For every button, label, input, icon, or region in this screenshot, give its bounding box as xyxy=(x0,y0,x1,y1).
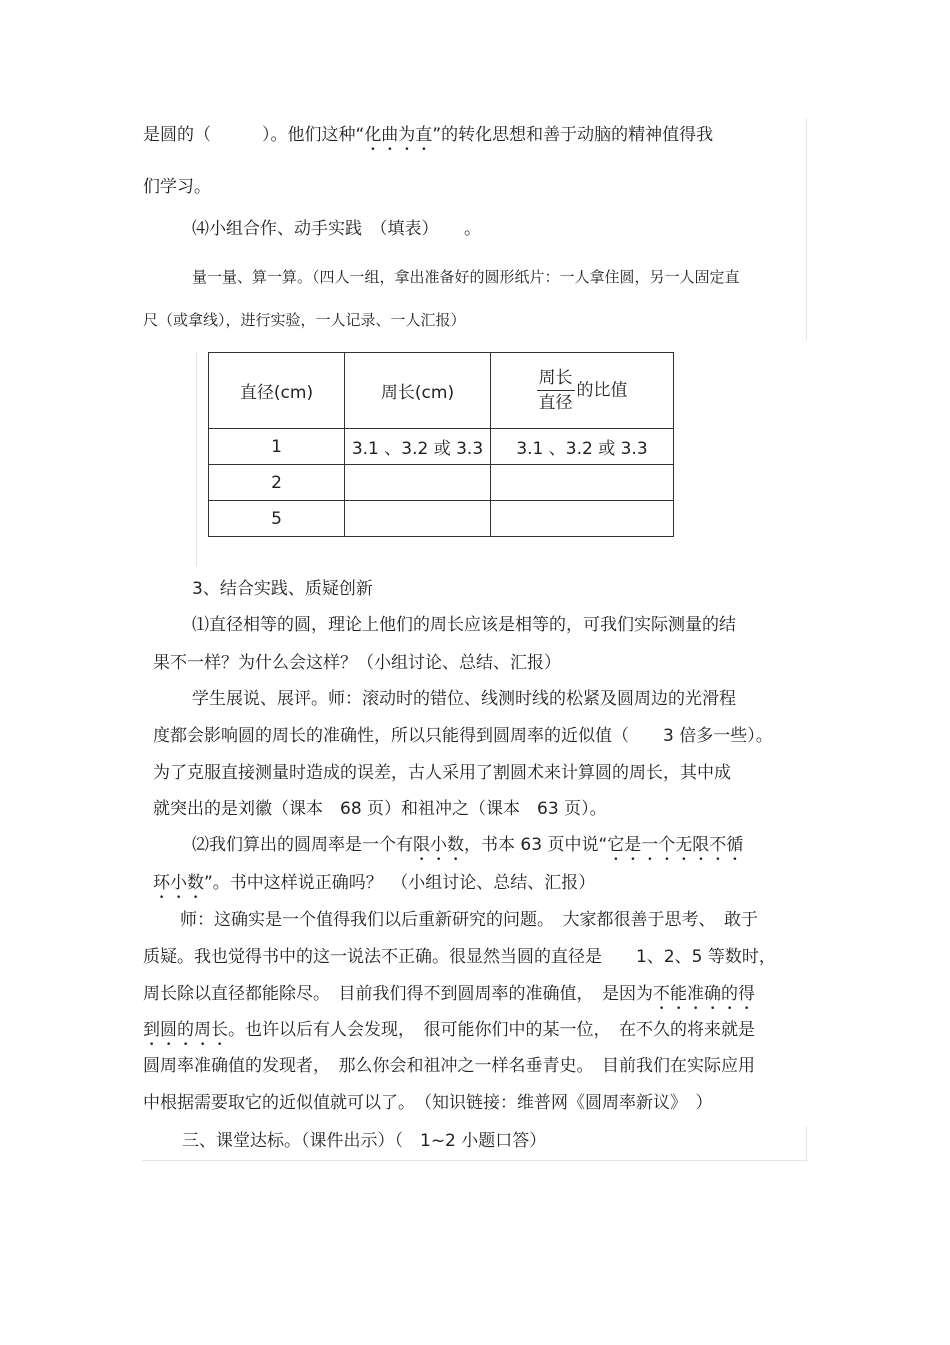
cell-circumference xyxy=(345,465,491,501)
measurement-table xyxy=(208,352,674,537)
table-row xyxy=(209,501,674,537)
paragraph-line: ⑴直径相等的圆，理论上他们的周长应该是相等的，可我们实际测量的结 xyxy=(192,615,736,635)
paragraph-line: 学生展说、展评。师：滚动时的错位、线测时线的松紧及圆周边的光滑程 xyxy=(192,689,736,709)
paragraph-line: 师：这确实是一个值得我们以后重新研究的问题。 大家都很善于思考、 敢于 xyxy=(180,910,758,930)
paragraph-line: 环小数”。书中这样说正确吗？ （小组讨论、总结、汇报） xyxy=(153,873,596,893)
paragraph-line: 质疑。我也觉得书中的这一说法不正确。很显然当圆的直径是 1、2、5 等数时， xyxy=(143,947,776,967)
paragraph-line: 就突出的是刘徽（课本 68 页）和祖冲之（课本 63 页）。 xyxy=(153,799,607,819)
cell-ratio xyxy=(491,501,674,537)
emphasis-text: 化曲为直 xyxy=(364,125,433,145)
emphasis-text: 不能准确的得 xyxy=(653,984,755,1004)
emphasis-text: 环小数 xyxy=(153,873,204,893)
paragraph-line: 圆周率准确值的发现者， 那么你会和祖冲之一样名垂青史。 目前我们在实际应用 xyxy=(143,1056,755,1076)
paragraph-line: 到圆的周长。也许以后有人会发现， 很可能你们中的某一位， 在不久的将来就是 xyxy=(143,1020,755,1040)
frame-rule-right-bottom xyxy=(806,1126,807,1162)
paragraph-line: 度都会影响圆的周长的准确性，所以只能得到圆周率的近似值（ 3 倍多一些）。 xyxy=(153,726,773,746)
instruction-line: 尺（或拿线），进行实验，一人记录、一人汇报） xyxy=(143,311,466,329)
emphasis-text: 到圆的周长 xyxy=(143,1020,228,1040)
section-heading: 3、结合实践、质疑创新 xyxy=(192,579,373,599)
emphasis-text: 它是一个无限不循 xyxy=(607,835,744,855)
paragraph-line: 们学习。 xyxy=(143,177,211,197)
paragraph-line: 周长除以直径都能除尽。 目前我们得不到圆周率的准确值， 是因为不能准确的得 xyxy=(143,984,755,1004)
cell-diameter: 1 xyxy=(209,429,345,465)
header-ratio: $\frac{\text{周长}}{\text{直径}}$ 的比值 xyxy=(491,353,674,429)
cell-ratio xyxy=(491,465,674,501)
header-circumference: 周长(cm) xyxy=(345,353,491,429)
cell-circumference: 3.1 、3.2 或 3.3 xyxy=(345,429,491,465)
paragraph-line: 是圆的（ ）。他们这种“化曲为直”的转化思想和善于动脑的精神值得我 xyxy=(143,125,714,145)
ratio-fraction: $\frac{\text{周长}}{\text{直径}}$ xyxy=(538,368,573,413)
cell-diameter: 5 xyxy=(209,501,345,537)
cell-ratio: 3.1 、3.2 或 3.3 xyxy=(491,429,674,465)
cell-diameter: 2 xyxy=(209,465,345,501)
step-heading: ⑷小组合作、动手实践 （填表） 。 xyxy=(192,219,481,239)
cell-circumference xyxy=(345,501,491,537)
instruction-line: 量一量、算一算。（四人一组，拿出准备好的圆形纸片：一人拿住圆，另一人固定直 xyxy=(192,268,740,286)
paragraph-line: 果不一样？为什么会这样？（小组讨论、总结、汇报） xyxy=(153,653,561,673)
table-row xyxy=(209,465,674,501)
paragraph-line: 为了克服直接测量时造成的误差，古人采用了割圆术来计算圆的周长，其中成 xyxy=(153,763,731,783)
table-header-row xyxy=(209,353,674,429)
header-diameter: 直径(cm) xyxy=(209,353,345,429)
frame-rule-bottom xyxy=(142,1160,806,1161)
frame-rule-left-table xyxy=(196,352,197,566)
emphasis-text: 限小数 xyxy=(413,835,464,855)
table-row xyxy=(209,429,674,465)
section-heading: 三、课堂达标。（课件出示）（ 1~2 小题口答） xyxy=(182,1131,547,1151)
frame-rule-right-top xyxy=(806,118,807,340)
paragraph-line: 中根据需要取它的近似值就可以了。 （知识链接：维普网《圆周率新议》 ） xyxy=(143,1093,713,1113)
paragraph-line: ⑵我们算出的圆周率是一个有限小数，书本 63 页中说“它是一个无限不循 xyxy=(192,835,744,855)
